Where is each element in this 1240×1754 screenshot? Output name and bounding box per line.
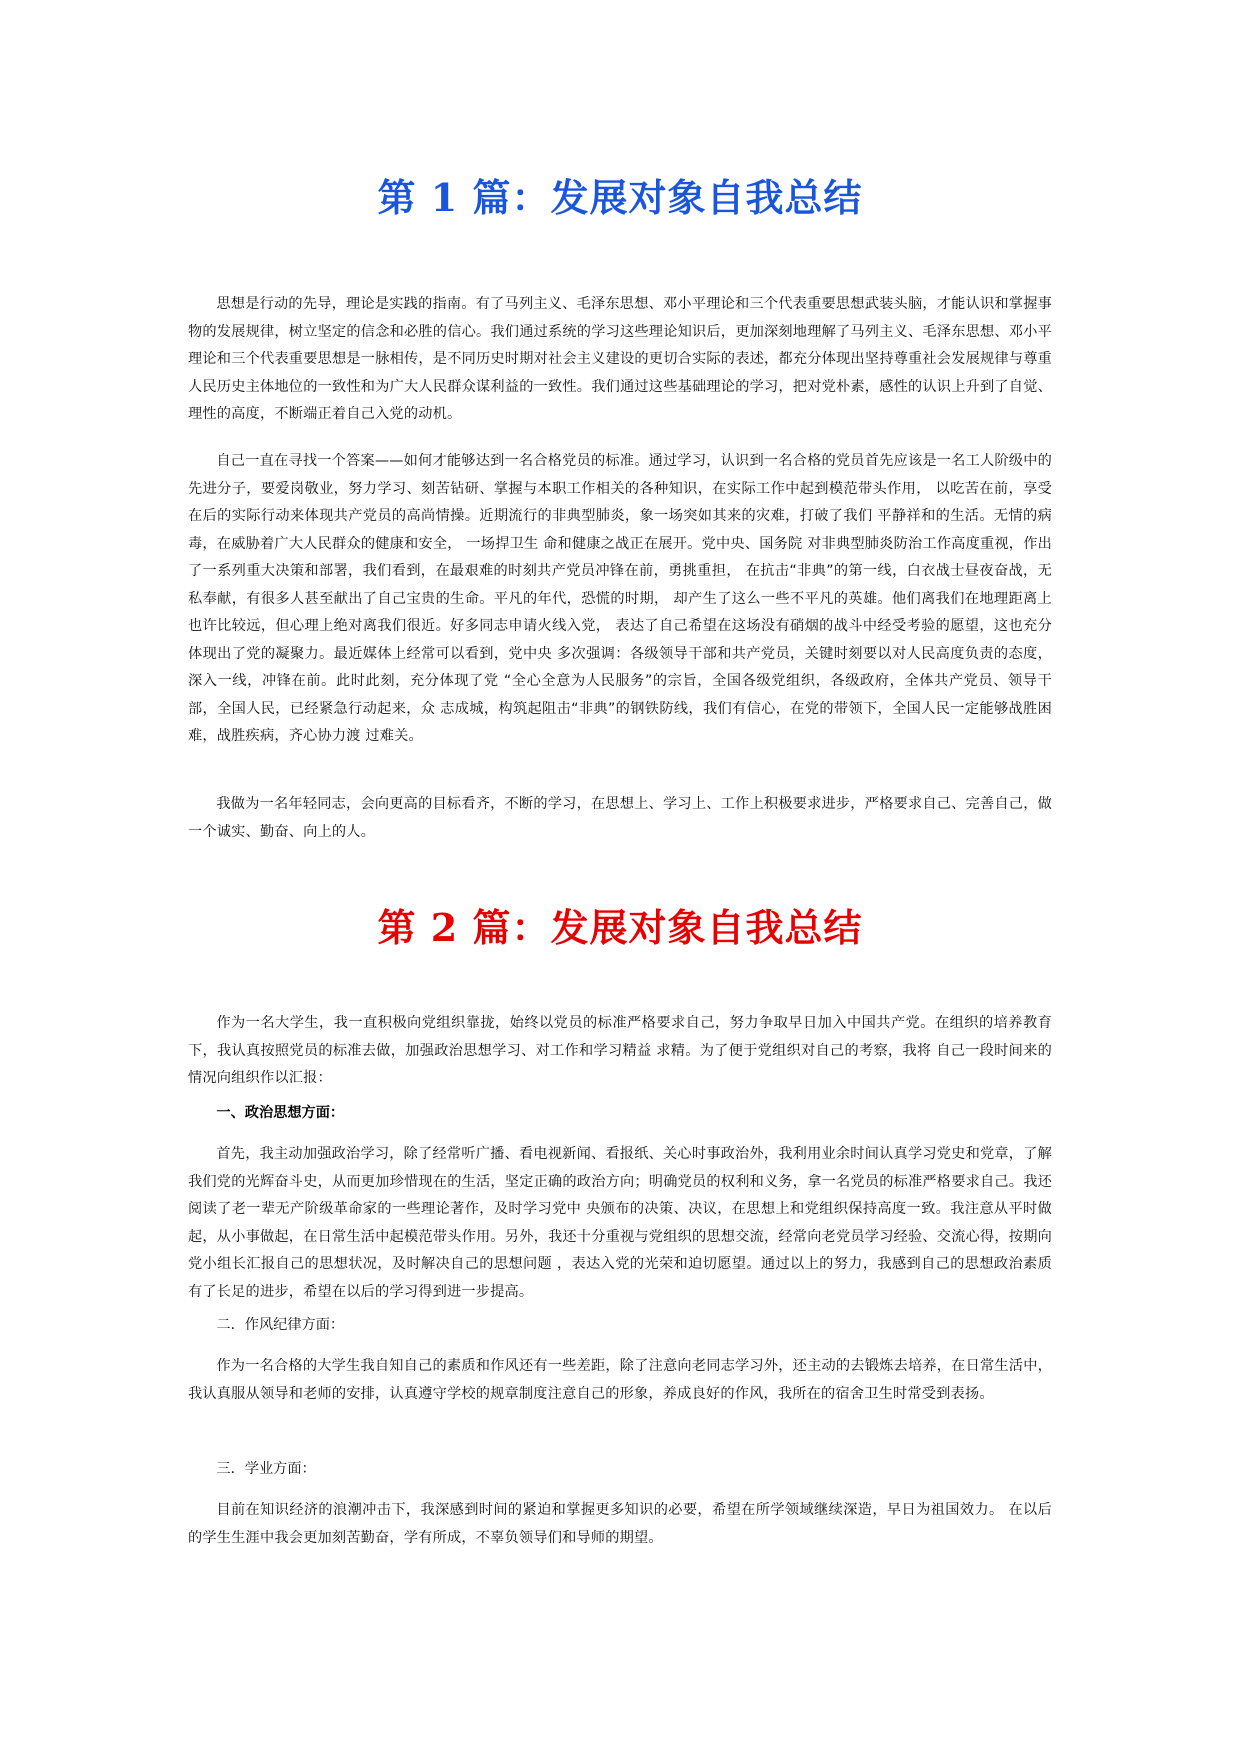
section-2-part-3-heading: 三．学业方面： xyxy=(216,1461,316,1477)
section-2-title: 第 2 篇：发展对象自我总结 xyxy=(377,905,863,950)
section-1-title: 第 1 篇：发展对象自我总结 xyxy=(377,175,863,220)
section-2-part-3-text: 目前在知识经济的浪潮冲击下，我深感到时间的紧迫和掌握更多知识的必要，希望在所学领域继续深造，早日为祖国效力。 在以后的学生生涯中我会更加刻苦勤奋，学有所成，不辜负领导们和导师的期望。 xyxy=(188,1502,1052,1546)
section-1-paragraph-3: 我做为一名年轻同志，会向更高的目标看齐，不断的学习，在思想上、学习上、工作上积极要求进步，严格要求自己、完善自己，做一个诚实、勤奋、向上的人。 xyxy=(188,796,1052,840)
section-2-part-1-text: 首先，我主动加强政治学习，除了经常听广播、看电视新闻、看报纸、关心时事政治外，我利用业余时间认真学习党史和党章，了解我们党的光辉奋斗史，从而更加珍惜现在的生活，坚定正确的政治方向；明确党员的权利和义务，拿一名党员的标准严格要求自己。我还阅读了老一辈无产阶级革命家的一些理论著作，及时学习党中 央颁布的决策、决议，在思想上和党组织保持高度一致。我注意从平时做起，从小事做起，在日常生活中起模范带头作用。另外，我还十分重视与党组织的思想交流，经常向老党员学习经验、交流心得，按期向党小组长汇报自己的思想状况，及时解决自己的思想问题 ，表达入党的光荣和迫切愿望。通过以上的努力，我感到自己的思想政治素质有了长足的进步，希望在以后的学习得到进一步提高。 xyxy=(188,1146,1052,1300)
section-2-part-2-heading: 二．作风纪律方面： xyxy=(216,1317,345,1333)
section-2-part-1-heading: 一、政治思想方面： xyxy=(216,1105,345,1121)
section-1-paragraph-2: 自己一直在寻找一个答案——如何才能够达到一名合格党员的标准。通过学习，认识到一名合格的党员首先应该是一名工人阶级中的先进分子，要爱岗敬业，努力学习、刻苦钻研、掌握与本职工作相关的各种知识，在实际工作中起到模范带头作用， 以吃苦在前，享受在后的实际行动来体现共产党员的高尚情操。近期流行的非典型肺炎，象一场突如其来的灾难，打破了我们 平静祥和的生活。无情的病毒，在威胁着广大人民群众的健康和安全， 一场捍卫生 命和健康之战正在展开。党中央、国务院 对非典型肺炎防治工作高度重视，作出了一系列重大决策和部署，我们看到，在最艰难的时刻共产党员冲锋在前，勇挑重担， 在抗击“非典”的第一线，白衣战士昼夜奋战，无私奉献，有很多人甚至献出了自己宝贵的生命。平凡的年代，恐慌的时期， 却产生了这么一些不平凡的英雄。他们离我们在地理距离上也许比较远，但心理上绝对离我们很近。好多同志申请火线入党， 表达了自己希望在这场没有硝烟的战斗中经受考验的愿望，这也充分体现出了党的凝聚力。最近媒体上经常可以看到，党中央 多次强调：各级领导干部和共产党员，关键时刻要以对人民高度负责的态度，深入一线，冲锋在前。此时此刻，充分体现了党 “全心全意为人民服务”的宗旨，全国各级党组织，各级政府，全体共产党员、领导干部，全国人民，已经紧急行动起来，众 志成城，构筑起阻击“非典”的钢铁防线，我们有信心，在党的带领下，全国人民一定能够战胜困难，战胜疾病，齐心协力渡 过难关。 xyxy=(188,453,1052,744)
section-2-intro: 作为一名大学生，我一直积极向党组织靠拢，始终以党员的标准严格要求自己，努力争取早日加入中国共产党。在组织的培养教育下，我认真按照党员的标准去做，加强政治思想学习、对工作和学习精益 求精。为了便于党组织对自己的考察，我将 自己一段时间来的情况向组织作以汇报： xyxy=(188,1015,1052,1086)
section-2-part-2-text: 作为一名合格的大学生我自知自己的素质和作风还有一些差距，除了注意向老同志学习外，还主动的去锻炼去培养，在日常生活中，我认真服从领导和老师的安排，认真遵守学校的规章制度注意自己的形象，养成良好的作风，我所在的宿舍卫生时常受到表扬。 xyxy=(188,1358,1052,1402)
section-1-paragraph-1: 思想是行动的先导，理论是实践的指南。有了马列主义、毛泽东思想、邓小平理论和三个代表重要思想武装头脑，才能认识和掌握事物的发展规律，树立坚定的信念和必胜的信心。我们通过系统的学习这些理论知识后，更加深刻地理解了马列主义、毛泽东思想、邓小平理论和三个代表重要思想是一脉相传，是不同历史时期对社会主义建设的更切合实际的表述，都充分体现出坚持尊重社会发展规律与尊重人民历史主体地位的一致性和为广大人民群众谋利益的一致性。我们通过这些基础理论的学习，把对党朴素，感性的认识上升到了自觉、理性的高度，不断端正着自己入党的动机。 xyxy=(188,296,1052,422)
